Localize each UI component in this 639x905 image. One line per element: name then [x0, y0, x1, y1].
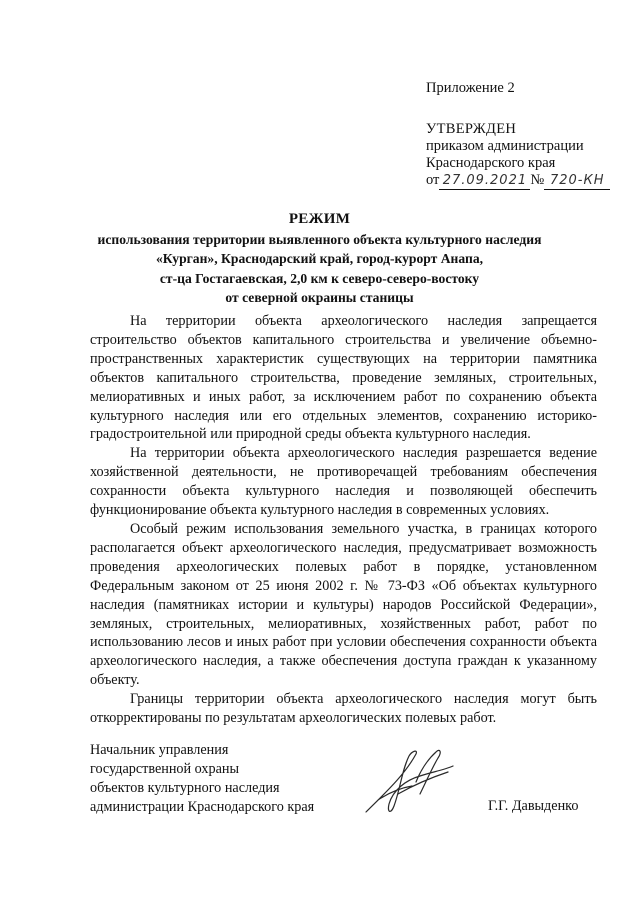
number-prefix: №: [530, 172, 545, 188]
paragraph-4: Границы территории объекта археологического наследия могут быть откорректированы по результатам археологических полевых работ.: [90, 691, 597, 727]
handwritten-signature: [360, 742, 460, 824]
paragraph-2: На территории объекта археологического наследия разрешается ведение хозяйственной деятельности, не противоречащей требованиям обеспечения сохранности объекта культурного наследия и позволяющей обеспечить функционирование объекта культурного наследия в современных условиях.: [90, 445, 597, 519]
signer-name: Г.Г. Давыденко: [488, 798, 579, 814]
paragraph-1: На территории объекта археологического наследия запрещается строительство объектов капитального строительства и увеличение объемно-пространственных характеристик существующих на территории памятника объектов капитального строительства, проведение земляных, строительных, мелиоративных и иных работ, за исключением работ по сохранению объекта культурного наследия или его отдельных элементов, сохранению историко-градостроительной или природной среды объекта культурного наследия.: [90, 313, 597, 443]
signer-line-3: объектов культурного наследия: [90, 779, 280, 796]
signer-line-2: государственной охраны: [90, 760, 240, 777]
heading-line-2: «Курган», Краснодарский край, город-курорт Анапа,: [155, 251, 484, 266]
approval-date-line: [426, 172, 610, 190]
signer-position: [90, 741, 314, 817]
date-prefix: от: [426, 172, 440, 188]
appendix-label: Приложение 2: [426, 80, 515, 96]
signer-line-4: администрации Краснодарского края: [90, 798, 315, 815]
document-heading: [80, 210, 559, 308]
approval-line-2: Краснодарского края: [426, 155, 556, 171]
handwritten-date: 27.09.2021: [439, 172, 530, 190]
heading-title: РЕЖИМ: [288, 211, 351, 227]
signer-line-1: Начальник управления: [90, 742, 229, 758]
approval-line-1: приказом администрации: [426, 138, 584, 154]
document-body: [90, 312, 597, 728]
approval-status: УТВЕРЖДЕН: [426, 121, 517, 137]
heading-line-3: ст-ца Гостагаевская, 2,0 км к северо-северо-востоку: [159, 270, 480, 286]
heading-line-1: использования территории выявленного объекта культурного наследия: [97, 231, 542, 247]
heading-line-4: от северной окраины станицы: [225, 290, 414, 305]
paragraph-3: Особый режим использования земельного участка, в границах которого располагается объект археологического наследия, предусматривает возможность проведения археологических полевых работ в порядке, установленном Федеральным законом от 25 июня 2002 г. № 73-ФЗ «Об объектах культурного наследия (памятниках истории и культуры) народов Российской Федерации», земляных, строительных, мелиоративных, хозяйственных работ, работ по использованию лесов и иных работ при условии обеспечения сохранности объекта археологического наследия, а также обеспечения доступа граждан к указанному объекту.: [90, 520, 597, 689]
approval-block: [426, 121, 610, 190]
handwritten-number: 720-КН: [544, 172, 610, 190]
